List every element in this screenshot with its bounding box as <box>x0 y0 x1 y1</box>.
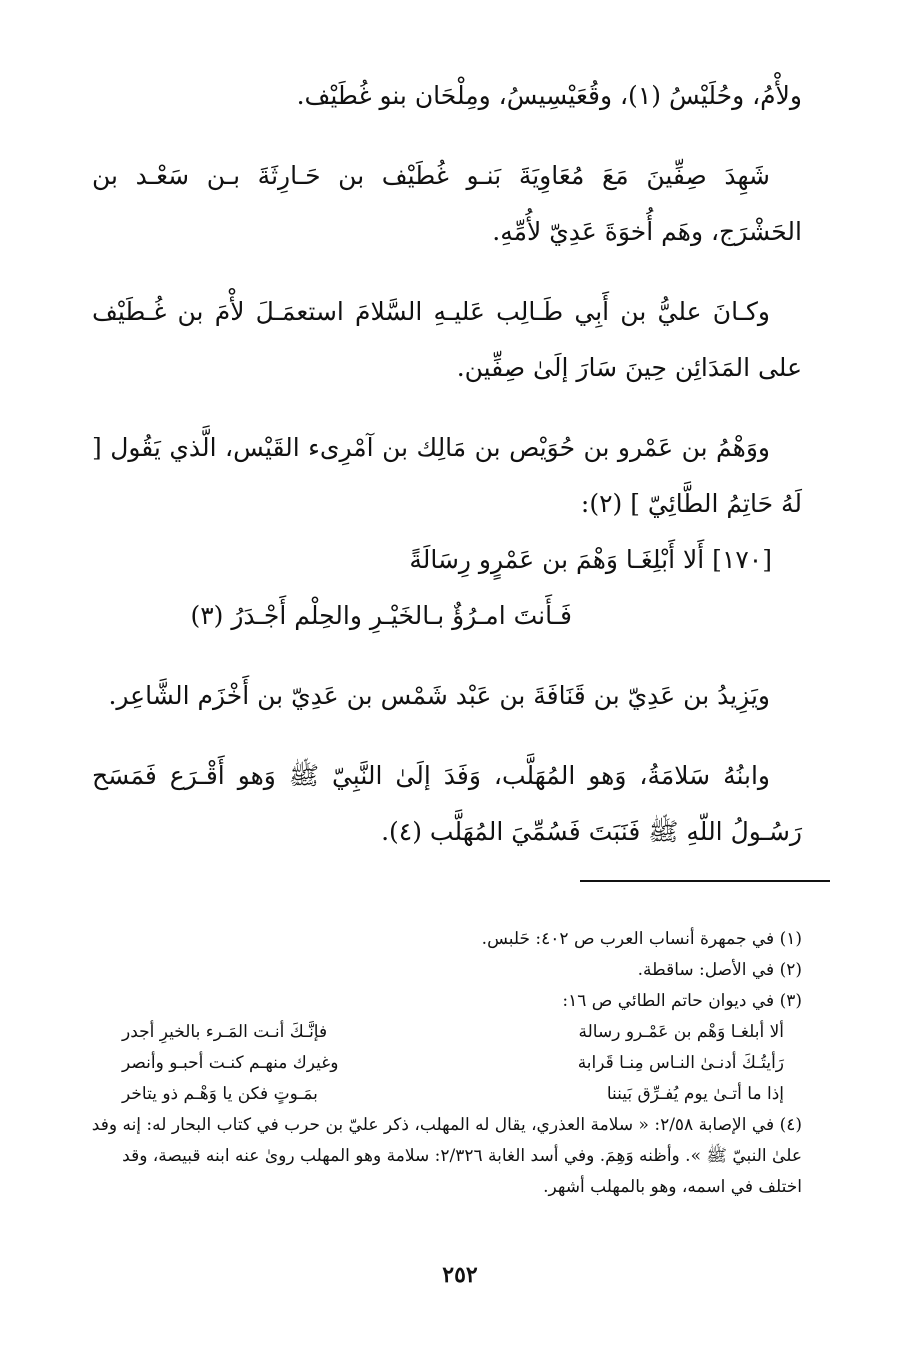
poem-hemistich: إذا ما أتـىٰ يوم يُفـرِّق بَيننا <box>606 1084 784 1104</box>
footnote-poem-row <box>82 1017 802 1048</box>
poem-hemistich: رَأيتُـكَ أدنـىٰ النـاس مِنـا قَرابة <box>577 1053 784 1073</box>
page-number: ٢٥٢ <box>442 1262 478 1288</box>
paragraph-3: وكـانَ عليُّ بن أَبِي طَـالِب عَليـهِ السَّلامَ استعمَـلَ لأْمَ بن غُـطَيْف على المَدَائِن حِينَ سَارَ إلَىٰ صِفِّين. <box>92 297 802 382</box>
footnote-poem-row <box>82 1079 802 1110</box>
main-text <box>92 68 802 860</box>
verse-line-2: فَـأَنتَ امـرُؤٌ بـالخَيْـرِ والحِلْم أَجْـدَرُ (٣) <box>190 601 572 630</box>
footnote-3: (٣) في ديوان حاتم الطائي ص ١٦: <box>562 991 802 1011</box>
footnote-2: (٢) في الأصل: ساقطة. <box>637 960 802 980</box>
poem-hemistich: بمَـوتٍ فكن يا وَهْـم ذو يتاخر <box>122 1084 318 1104</box>
footnote-4: (٤) في الإصابة ٢/٥٨: « سلامة العذري، يقال له المهلب، ذكر عليّ بن حرب في كتاب البحار له: إنه وفد علىٰ النبيّ ﷺ ». وأظنه وَهِمَ. وفي أسد الغابة ٢/٣٢٦: سلامة وهو المهلب روىٰ عنه ابنه قبيصة، وقد اختلف في اسمه، وهو بالمهلب أشهر. <box>91 1115 802 1197</box>
poem-hemistich: ألا أبلغـا وَهْم بن عَمْـرو رسالة <box>578 1022 784 1042</box>
paragraph-4: ووَهْمُ بن عَمْرو بن حُوَيْص بن مَالِك بن آمْرِىء القَيْس، الَّذي يَقُول [ لَهُ حَاتِمُ الطَّائِيّ ] (٢): <box>92 433 802 518</box>
poem-hemistich: فإنَّـكَ أنـت المَـرء بالخيرِ أجدر <box>122 1022 328 1042</box>
paragraph-5: ويَزِيدُ بن عَدِيّ بن قَنَافَةَ بن عَبْد شَمْس بن عَدِيّ بن أَخْزَم الشَّاعِر. <box>108 681 770 710</box>
footnote-divider <box>580 880 830 882</box>
footnote-1: (١) في جمهرة أنساب العرب ص ٤٠٢: حَلبس. <box>481 929 802 949</box>
footnote-poem-row <box>82 1048 802 1079</box>
verse-line-1: [١٧٠] أَلا أَبْلِغَـا وَهْمَ بن عَمْرٍو رِسَالَةً <box>409 545 772 574</box>
footnotes <box>82 924 802 1203</box>
paragraph-6: وابنُهُ سَلامَةُ، وَهو المُهَلَّب، وَفَدَ إلَىٰ النَّبِيّ ﷺ وَهو أَقْـرَع فَمَسَح رَسُـولُ اللّهِ ﷺ فَنَبَتَ فَسُمِّيَ المُهَلَّب (٤). <box>92 761 802 846</box>
paragraph-2: شَهِدَ صِفِّينَ مَعَ مُعَاوِيَةَ بَنـو غُطَيْف بن حَـارِثَةَ بـن سَعْـد بن الحَشْرَج، وهَم أُخوَةَ عَدِيّ لأُمِّهِ. <box>92 161 802 246</box>
paragraph-1: ولأْمُ، وحُلَيْسُ (١)، وقُعَيْسِيسُ، ومِلْحَان بنو غُطَيْف. <box>296 81 802 110</box>
poem-hemistich: وغيرك منهـم كنـت أحبـو وأنصر <box>122 1053 339 1073</box>
